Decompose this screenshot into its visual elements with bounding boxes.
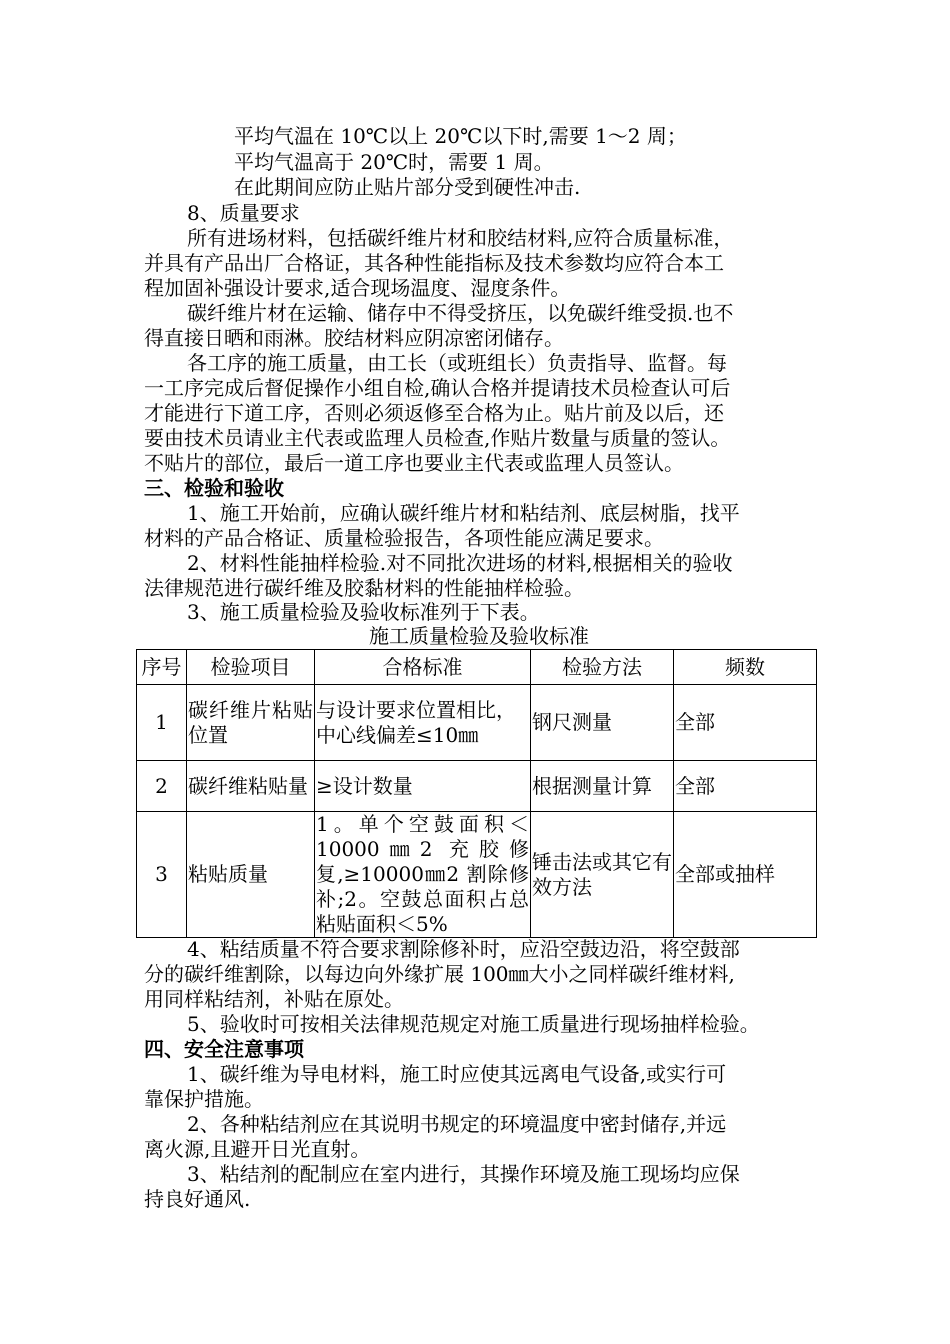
table-row — [137, 685, 817, 761]
table-header-cell: 合格标准 — [315, 650, 531, 685]
paragraph-line: 要由技术员请业主代表或监理人员检查,作贴片数量与质量的签认。 — [144, 426, 731, 450]
table-cell-item: 碳纤维片粘贴位置 — [187, 685, 315, 761]
paragraph-line: 分的碳纤维割除，以每边向外缘扩展 100㎜大小之同样碳纤维材料, — [144, 962, 735, 986]
table-cell-freq: 全部或抽样 — [674, 812, 817, 938]
table-cell-standard: 与设计要求位置相比， 中心线偏差≤10㎜ — [315, 685, 531, 761]
section-8-title: 8、质量要求 — [187, 201, 300, 225]
table-cell-freq: 全部 — [674, 685, 817, 761]
paragraph-line: 一工序完成后督促操作小组自检,确认合格并提请技术员检查认可后 — [144, 376, 731, 400]
cure-line: 平均气温高于 20℃时，需要 1 周。 — [234, 150, 554, 174]
paragraph-line: 并具有产品出厂合格证，其各种性能指标及技术参数均应符合本工 — [144, 251, 724, 275]
table-header-cell: 检验项目 — [187, 650, 315, 685]
table-cell-method: 锤击法或其它有效方法 — [531, 812, 674, 938]
paragraph-line: 离火源,且避开日光直射。 — [144, 1137, 371, 1161]
paragraph-line: 3、粘结剂的配制应在室内进行，其操作环境及施工现场均应保 — [187, 1162, 740, 1186]
paragraph-line: 5、验收时可按相关法律规范规定对施工质量进行现场抽样检验。 — [187, 1012, 760, 1036]
paragraph-line: 材料的产品合格证、质量检验报告，各项性能应满足要求。 — [144, 526, 664, 550]
table-cell-no: 2 — [137, 761, 187, 812]
table-header-cell: 频数 — [674, 650, 817, 685]
paragraph-line: 得直接日晒和雨淋。胶结材料应阴凉密闭储存。 — [144, 326, 564, 350]
paragraph-line: 程加固补强设计要求,适合现场温度、湿度条件。 — [144, 276, 571, 300]
table-caption: 施工质量检验及验收标准 — [369, 624, 589, 648]
table-cell-item: 粘贴质量 — [187, 812, 315, 938]
table-cell-standard: 1。单个空鼓面积＜10000㎜2 充胶修复,≥10000㎜2 割除修补;2。空鼓总面积占总粘贴面积＜5% — [316, 812, 529, 936]
table-cell-no: 1 — [137, 685, 187, 761]
section-4-title: 四、安全注意事项 — [144, 1037, 304, 1061]
paragraph-line: 法律规范进行碳纤维及胶黏材料的性能抽样检验。 — [144, 576, 584, 600]
paragraph-line: 1、碳纤维为导电材料，施工时应使其远离电气设备,或实行可 — [187, 1062, 727, 1086]
table-header-cell: 序号 — [137, 650, 187, 685]
quality-table — [136, 649, 817, 938]
paragraph-line: 2、各种粘结剂应在其说明书规定的环境温度中密封储存,并远 — [187, 1112, 727, 1136]
paragraph-line: 碳纤维片材在运输、储存中不得受挤压，以免碳纤维受损.也不 — [187, 301, 734, 325]
table-cell-method: 钢尺测量 — [531, 685, 674, 761]
table-header-row — [137, 650, 817, 685]
table-cell-freq: 全部 — [674, 761, 817, 812]
paragraph-line: 靠保护措施。 — [144, 1087, 264, 1111]
cure-line: 在此期间应防止贴片部分受到硬性冲击. — [234, 175, 581, 199]
paragraph-line: 3、施工质量检验及验收标准列于下表。 — [187, 600, 540, 624]
table-cell-method: 根据测量计算 — [531, 761, 674, 812]
section-3-title: 三、检验和验收 — [144, 476, 284, 500]
paragraph-line: 不贴片的部位，最后一道工序也要业主代表或监理人员签认。 — [144, 451, 684, 475]
table-cell-standard: ≥设计数量 — [315, 761, 531, 812]
paragraph-line: 1、施工开始前，应确认碳纤维片材和粘结剂、底层树脂，找平 — [187, 501, 740, 525]
cure-line: 平均气温在 10℃以上 20℃以下时,需要 1～2 周； — [234, 124, 687, 148]
table-row — [137, 812, 817, 938]
table-row — [137, 761, 817, 812]
paragraph-line: 用同样粘结剂，补贴在原处。 — [144, 987, 404, 1011]
paragraph-line: 2、材料性能抽样检验.对不同批次进场的材料,根据相关的验收 — [187, 551, 733, 575]
table-cell-item: 碳纤维粘贴量 — [187, 761, 315, 812]
table-cell-no: 3 — [137, 812, 187, 938]
paragraph-line: 持良好通风. — [144, 1187, 251, 1211]
paragraph-line: 所有进场材料，包括碳纤维片材和胶结材料,应符合质量标准， — [187, 226, 734, 250]
paragraph-line: 才能进行下道工序，否则必须返修至合格为止。贴片前及以后，还 — [144, 401, 724, 425]
paragraph-line: 各工序的施工质量，由工长（或班组长）负责指导、监督。每 — [187, 351, 727, 375]
paragraph-line: 4、粘结质量不符合要求割除修补时，应沿空鼓边沿，将空鼓部 — [187, 937, 740, 961]
table-header-cell: 检验方法 — [531, 650, 674, 685]
